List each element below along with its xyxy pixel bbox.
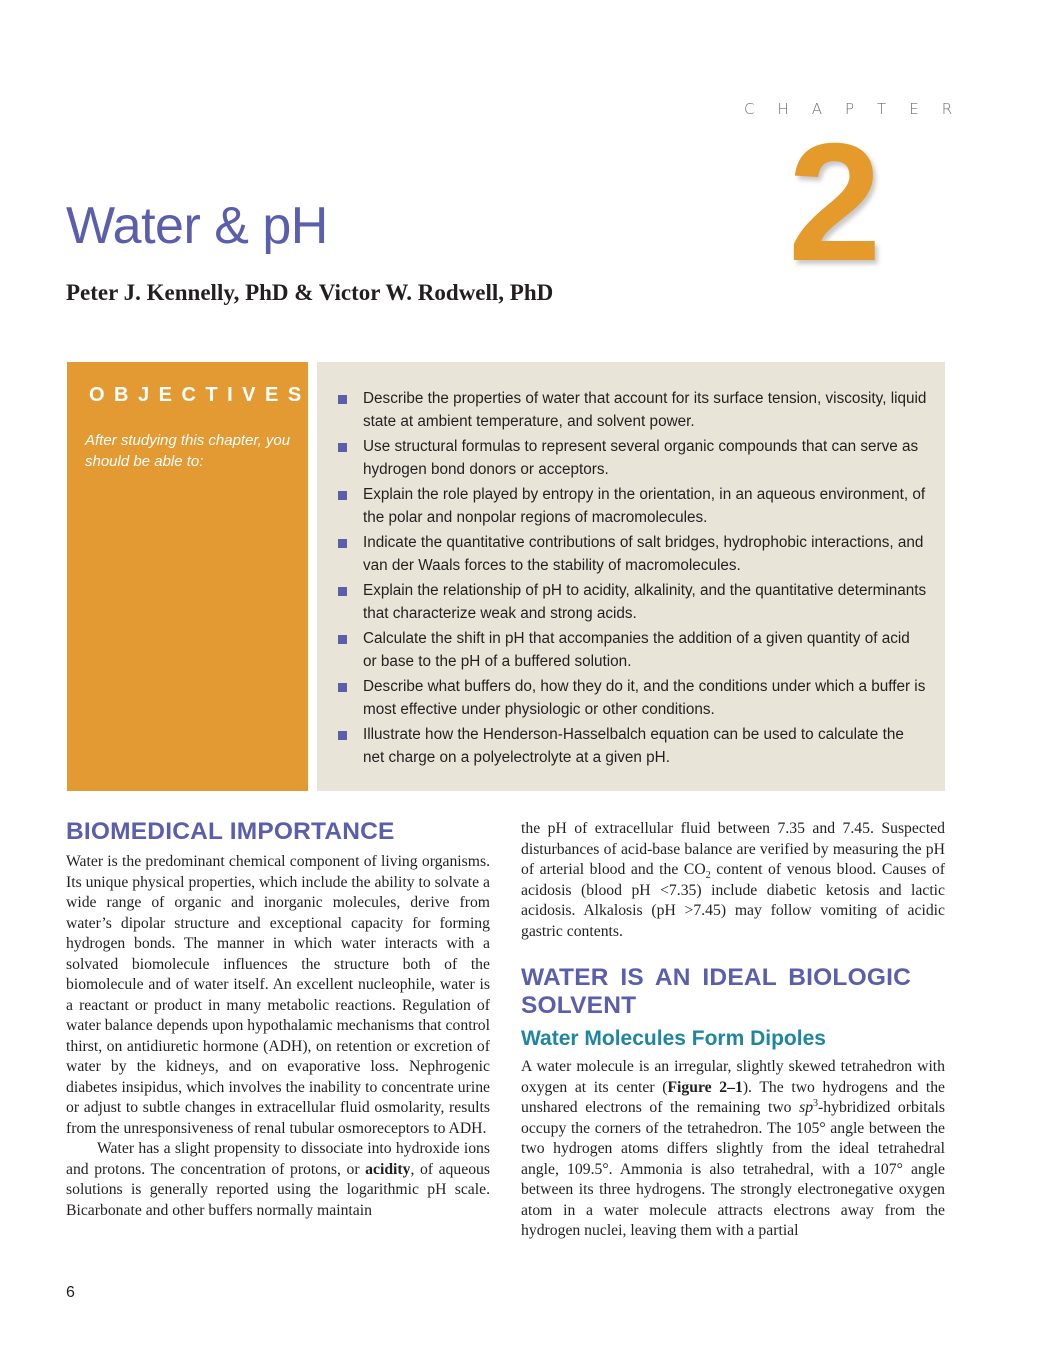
objectives-sidebar <box>67 362 311 791</box>
objective-item: Explain the role played by entropy in the orientation, in an aqueous environment, of the polar and nonpolar regions of macromolecules. <box>337 484 927 529</box>
section-heading: BIOMEDICAL IMPORTANCE <box>66 818 395 845</box>
objective-item: Explain the relationship of pH to acidity, alkalinity, and the quantitative determinants that characterize weak and strong acids. <box>337 580 927 625</box>
objective-item: Illustrate how the Henderson-Hasselbalch equation can be used to calculate the net charge on a polyelectrolyte at a given pH. <box>337 724 927 769</box>
objective-item: Describe the properties of water that account for its surface tension, viscosity, liquid state at ambient temperature, and solvent power. <box>337 388 927 433</box>
objective-item: Indicate the quantitative contributions of salt bridges, hydrophobic interactions, and van der Waals forces to the stability of macromolecules. <box>337 532 927 577</box>
body-paragraph: the pH of extracellular fluid between 7.35 and 7.45. Suspected disturbances of acid-base balance are verified by measuring the pH of arterial blood and the $CO_2$ content of venous blood. Causes of acidosis (blood pH <7.35) include diabetic ketosis and lactic acidosis. Alkalosis (pH >7.45) may follow vomiting of acidic gastric contents. <box>521 820 945 940</box>
square-bullet-icon <box>338 443 347 452</box>
square-bullet-icon <box>338 587 347 596</box>
page-number: 6 <box>66 1284 75 1301</box>
square-bullet-icon <box>338 491 347 500</box>
figure-reference: Figure 2–1 <box>667 1078 743 1096</box>
square-bullet-icon <box>338 683 347 692</box>
right-column <box>521 819 945 1242</box>
square-bullet-icon <box>338 539 347 548</box>
square-bullet-icon <box>338 731 347 740</box>
body-paragraph: A water molecule is an irregular, slightly skewed tetrahedron with oxygen at its center (Figure 2–1). The two hydrogens and the unshared electrons of the remaining two $sp^3$-hybridized orbitals occupy the corners of the tetrahedron. The 105° angle between the two hydrogen atoms differs slightly from the ideal tetrahedral angle, 109.5°. Ammonia is also tetrahedral, with a 107° angle between its three hydrogens. The strongly electronegative oxygen atom in a water molecule attracts electrons away from the hydrogen nuclei, leaving them with a partial <box>521 1058 946 1239</box>
subsection-heading: Water Molecules Form Dipoles <box>521 1027 826 1050</box>
chapter-title: Water & pH <box>66 197 328 255</box>
body-paragraph: Water has a slight propensity to dissociate into hydroxide ions and protons. The concentration of protons, or acidity, of aqueous solutions is generally reported using the logarithmic pH scale. Bicarbonate and other buffers normally maintain <box>66 1140 490 1219</box>
left-column <box>66 818 490 1221</box>
body-paragraph: Water is the predominant chemical component of living organisms. Its unique physical properties, which include the ability to solvate a wide range of organic and inorganic molecules, derive from water’s dipolar structure and exceptional capacity for forming hydrogen bonds. The manner in which water interacts with a solvated biomolecule influences the structure both of the biomolecule and of water itself. An excellent nucleophile, water is a reactant or product in many metabolic reactions. Regulation of water balance depends upon hypothalamic mechanisms that control thirst, on antidiuretic hormone (ADH), on retention or excretion of water by the kidneys, and on evaporative loss. Nephrogenic diabetes insipidus, which involves the inability to concentrate urine or adjust to subtle changes in extracellular fluid osmolarity, results from the unresponsiveness of renal tubular osmoreceptors to ADH. <box>66 853 490 1137</box>
square-bullet-icon <box>338 395 347 404</box>
objectives-intro: After studying this chapter, you should be able to: <box>85 432 291 470</box>
objective-item: Use structural formulas to represent several organic compounds that can serve as hydrogen bond donors or acceptors. <box>337 436 927 481</box>
chapter-label: CHAPTER <box>744 100 976 118</box>
square-bullet-icon <box>338 635 347 644</box>
chapter-authors: Peter J. Kennelly, PhD & Victor W. Rodwell, PhD <box>66 280 554 305</box>
objectives-list <box>337 388 927 772</box>
objectives-panel <box>317 362 945 791</box>
bold-term: acidity <box>365 1160 411 1178</box>
chapter-number: 2 <box>788 108 882 296</box>
objective-item: Describe what buffers do, how they do it, and the conditions under which a buffer is most effective under physiologic or other conditions. <box>337 676 927 721</box>
section-heading: WATER IS AN IDEAL BIOLOGIC SOLVENT <box>521 964 911 1019</box>
objectives-heading: OBJECTIVES <box>89 384 311 406</box>
objective-item: Calculate the shift in pH that accompanies the addition of a given quantity of acid or base to the pH of a buffered solution. <box>337 628 927 673</box>
